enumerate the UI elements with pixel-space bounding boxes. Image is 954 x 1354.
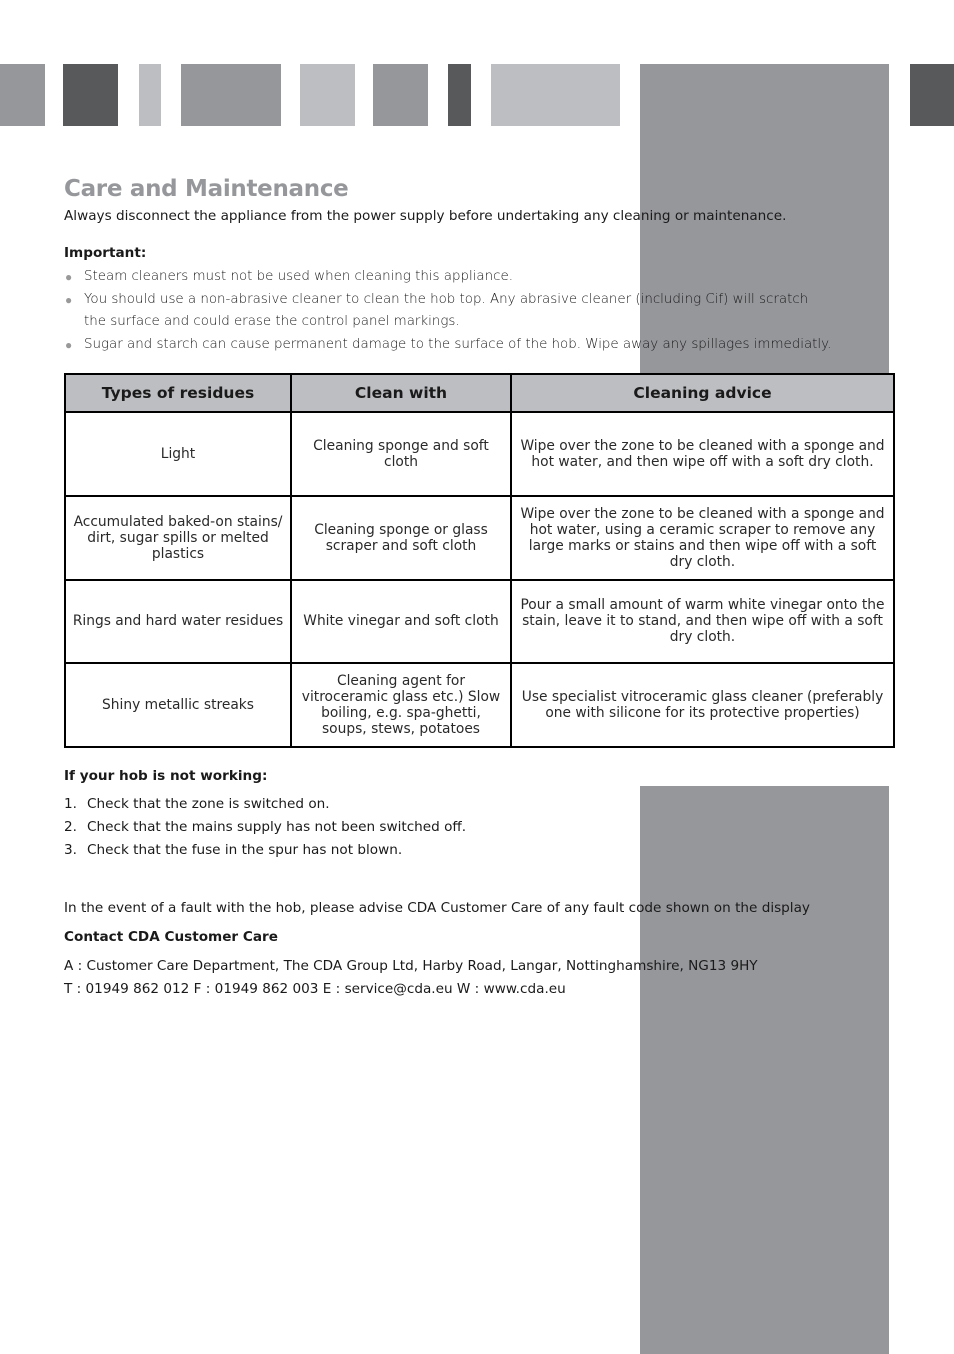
table-cell: Shiny metallic streaks [65,663,291,747]
table-cell: Use specialist vitroceramic glass cleaner (preferably one with silicone for its protective properties) [511,663,894,747]
header-block [0,64,45,126]
table-header-row [65,374,894,412]
list-item: ● Steam cleaners must not be used when cleaning this appliance. [64,266,834,289]
bullet-icon: ● [65,337,73,352]
header-block [63,64,118,126]
not-working-heading: If your hob is not working: [64,768,268,784]
list-item: 1. Check that the zone is switched on. [64,796,330,812]
important-heading: Important: [64,245,147,261]
contact-heading: Contact CDA Customer Care [64,929,278,945]
intro-text: Always disconnect the appliance from the power supply before undertaking any cleaning or maintenance. [64,208,787,224]
list-item: 3. Check that the fuse in the spur has not blown. [64,842,403,858]
column-header: Cleaning advice [511,374,894,412]
not-working-steps [64,793,466,862]
table-cell: Rings and hard water residues [65,580,291,664]
table-cell: Cleaning sponge or glass scraper and soft cloth [291,496,511,580]
header-block [139,64,161,126]
table-cell: Cleaning sponge and soft cloth [291,412,511,496]
table-cell: Wipe over the zone to be cleaned with a sponge and hot water, and then wipe off with a soft dry cloth. [511,412,894,496]
side-band-bottom [640,786,889,1354]
column-header: Clean with [291,374,511,412]
table-row [65,412,894,496]
header-block [300,64,355,126]
table-row [65,663,894,747]
table-cell: Pour a small amount of warm white vinegar onto the stain, leave it to stand, and then wipe off with a soft dry cloth. [511,580,894,664]
contact-phone-line: T : 01949 862 012 F : 01949 862 003 E : service@cda.eu W : www.cda.eu [64,981,566,997]
header-block [373,64,428,126]
contact-address: A : Customer Care Department, The CDA Group Ltd, Harby Road, Langar, Nottinghamshire, NG13 9HY [64,958,758,974]
bullet-icon: ● [65,292,73,307]
table-row [65,580,894,664]
list-item: 2. Check that the mains supply has not been switched off. [64,819,467,835]
table-row [65,496,894,580]
table-cell: White vinegar and soft cloth [291,580,511,664]
table-cell: Accumulated baked-on stains/ dirt, sugar spills or melted plastics [65,496,291,580]
list-item: ● You should use a non-abrasive cleaner to clean the hob top. Any abrasive cleaner (including Cif) will scratch the surface and could erase the control panel markings. [64,289,834,334]
list-item: ● Sugar and starch can cause permanent damage to the surface of the hob. Wipe away any spillages immediatly. [64,334,834,357]
header-block [448,64,471,126]
page-title: Care and Maintenance [64,176,349,202]
cleaning-table [64,373,895,748]
table-cell: Light [65,412,291,496]
table-cell: Wipe over the zone to be cleaned with a sponge and hot water, using a ceramic scraper to remove any large marks or stains and then wipe off with a soft dry cloth. [511,496,894,580]
bullet-icon: ● [65,270,73,284]
fault-text: In the event of a fault with the hob, please advise CDA Customer Care of any fault code shown on the display [64,900,810,916]
header-block [181,64,281,126]
header-block [910,64,954,126]
important-list [64,266,834,356]
header-block [491,64,620,126]
column-header: Types of residues [65,374,291,412]
table-cell: Cleaning agent for vitroceramic glass etc.) Slow boiling, e.g. spa-ghetti, soups, stews, potatoes [291,663,511,747]
